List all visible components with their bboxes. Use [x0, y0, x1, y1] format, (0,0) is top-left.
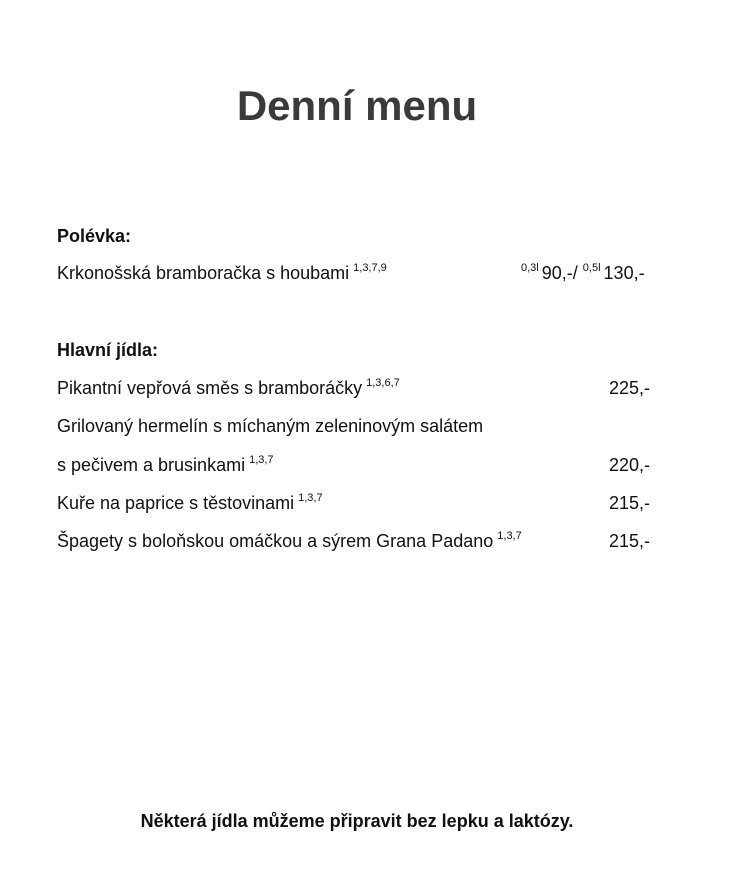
- dish-entry: [57, 531, 522, 552]
- main-dishes-heading: Hlavní jídla:: [57, 340, 159, 360]
- dish-price: 215,-: [609, 493, 651, 513]
- dish-entry: [57, 378, 400, 399]
- soup-price: [521, 263, 645, 284]
- dish-entry: [57, 455, 274, 476]
- dish-name: Grilovaný hermelín s míchaným zeleninovým salátem: [57, 416, 484, 436]
- portion-volume-large: 0,5l: [582, 262, 601, 274]
- price-large: 130,-: [603, 263, 645, 283]
- page-title: Denní menu: [236, 82, 478, 129]
- soup-heading: Polévka:: [57, 226, 132, 246]
- allergen-codes: 1,3,7: [298, 492, 323, 504]
- allergen-codes: 1,3,7,9: [353, 262, 387, 274]
- dish-name: Krkonošská bramboračka s houbami: [57, 263, 350, 283]
- menu-item: [57, 455, 677, 479]
- dish-name: Špagety s boloňskou omáčkou a sýrem Grana Padano: [57, 531, 494, 551]
- dish-price: 225,-: [609, 378, 651, 398]
- dish-name: Kuře na paprice s těstovinami: [57, 493, 295, 513]
- menu-item: [57, 378, 677, 402]
- menu-item: [57, 416, 677, 440]
- menu-item: [57, 493, 677, 517]
- price-small: 90,-/: [541, 263, 578, 283]
- allergen-codes: 1,3,6,7: [366, 377, 400, 389]
- allergen-codes: 1,3,7: [497, 530, 522, 542]
- soup-row: [57, 263, 677, 287]
- menu-item: [57, 531, 677, 555]
- dish-entry: [57, 263, 387, 284]
- dish-entry: [57, 493, 323, 514]
- dish-price: 220,-: [609, 455, 651, 475]
- dish-name: Pikantní vepřová směs s bramboráčky: [57, 378, 363, 398]
- footer-note: Některá jídla můžeme připravit bez lepku a laktózy.: [140, 811, 574, 831]
- dish-name: s pečivem a brusinkami: [57, 455, 246, 475]
- portion-volume-small: 0,3l: [521, 262, 539, 274]
- dish-price: 215,-: [609, 531, 651, 551]
- allergen-codes: 1,3,7: [249, 454, 274, 466]
- dish-entry: [57, 416, 483, 437]
